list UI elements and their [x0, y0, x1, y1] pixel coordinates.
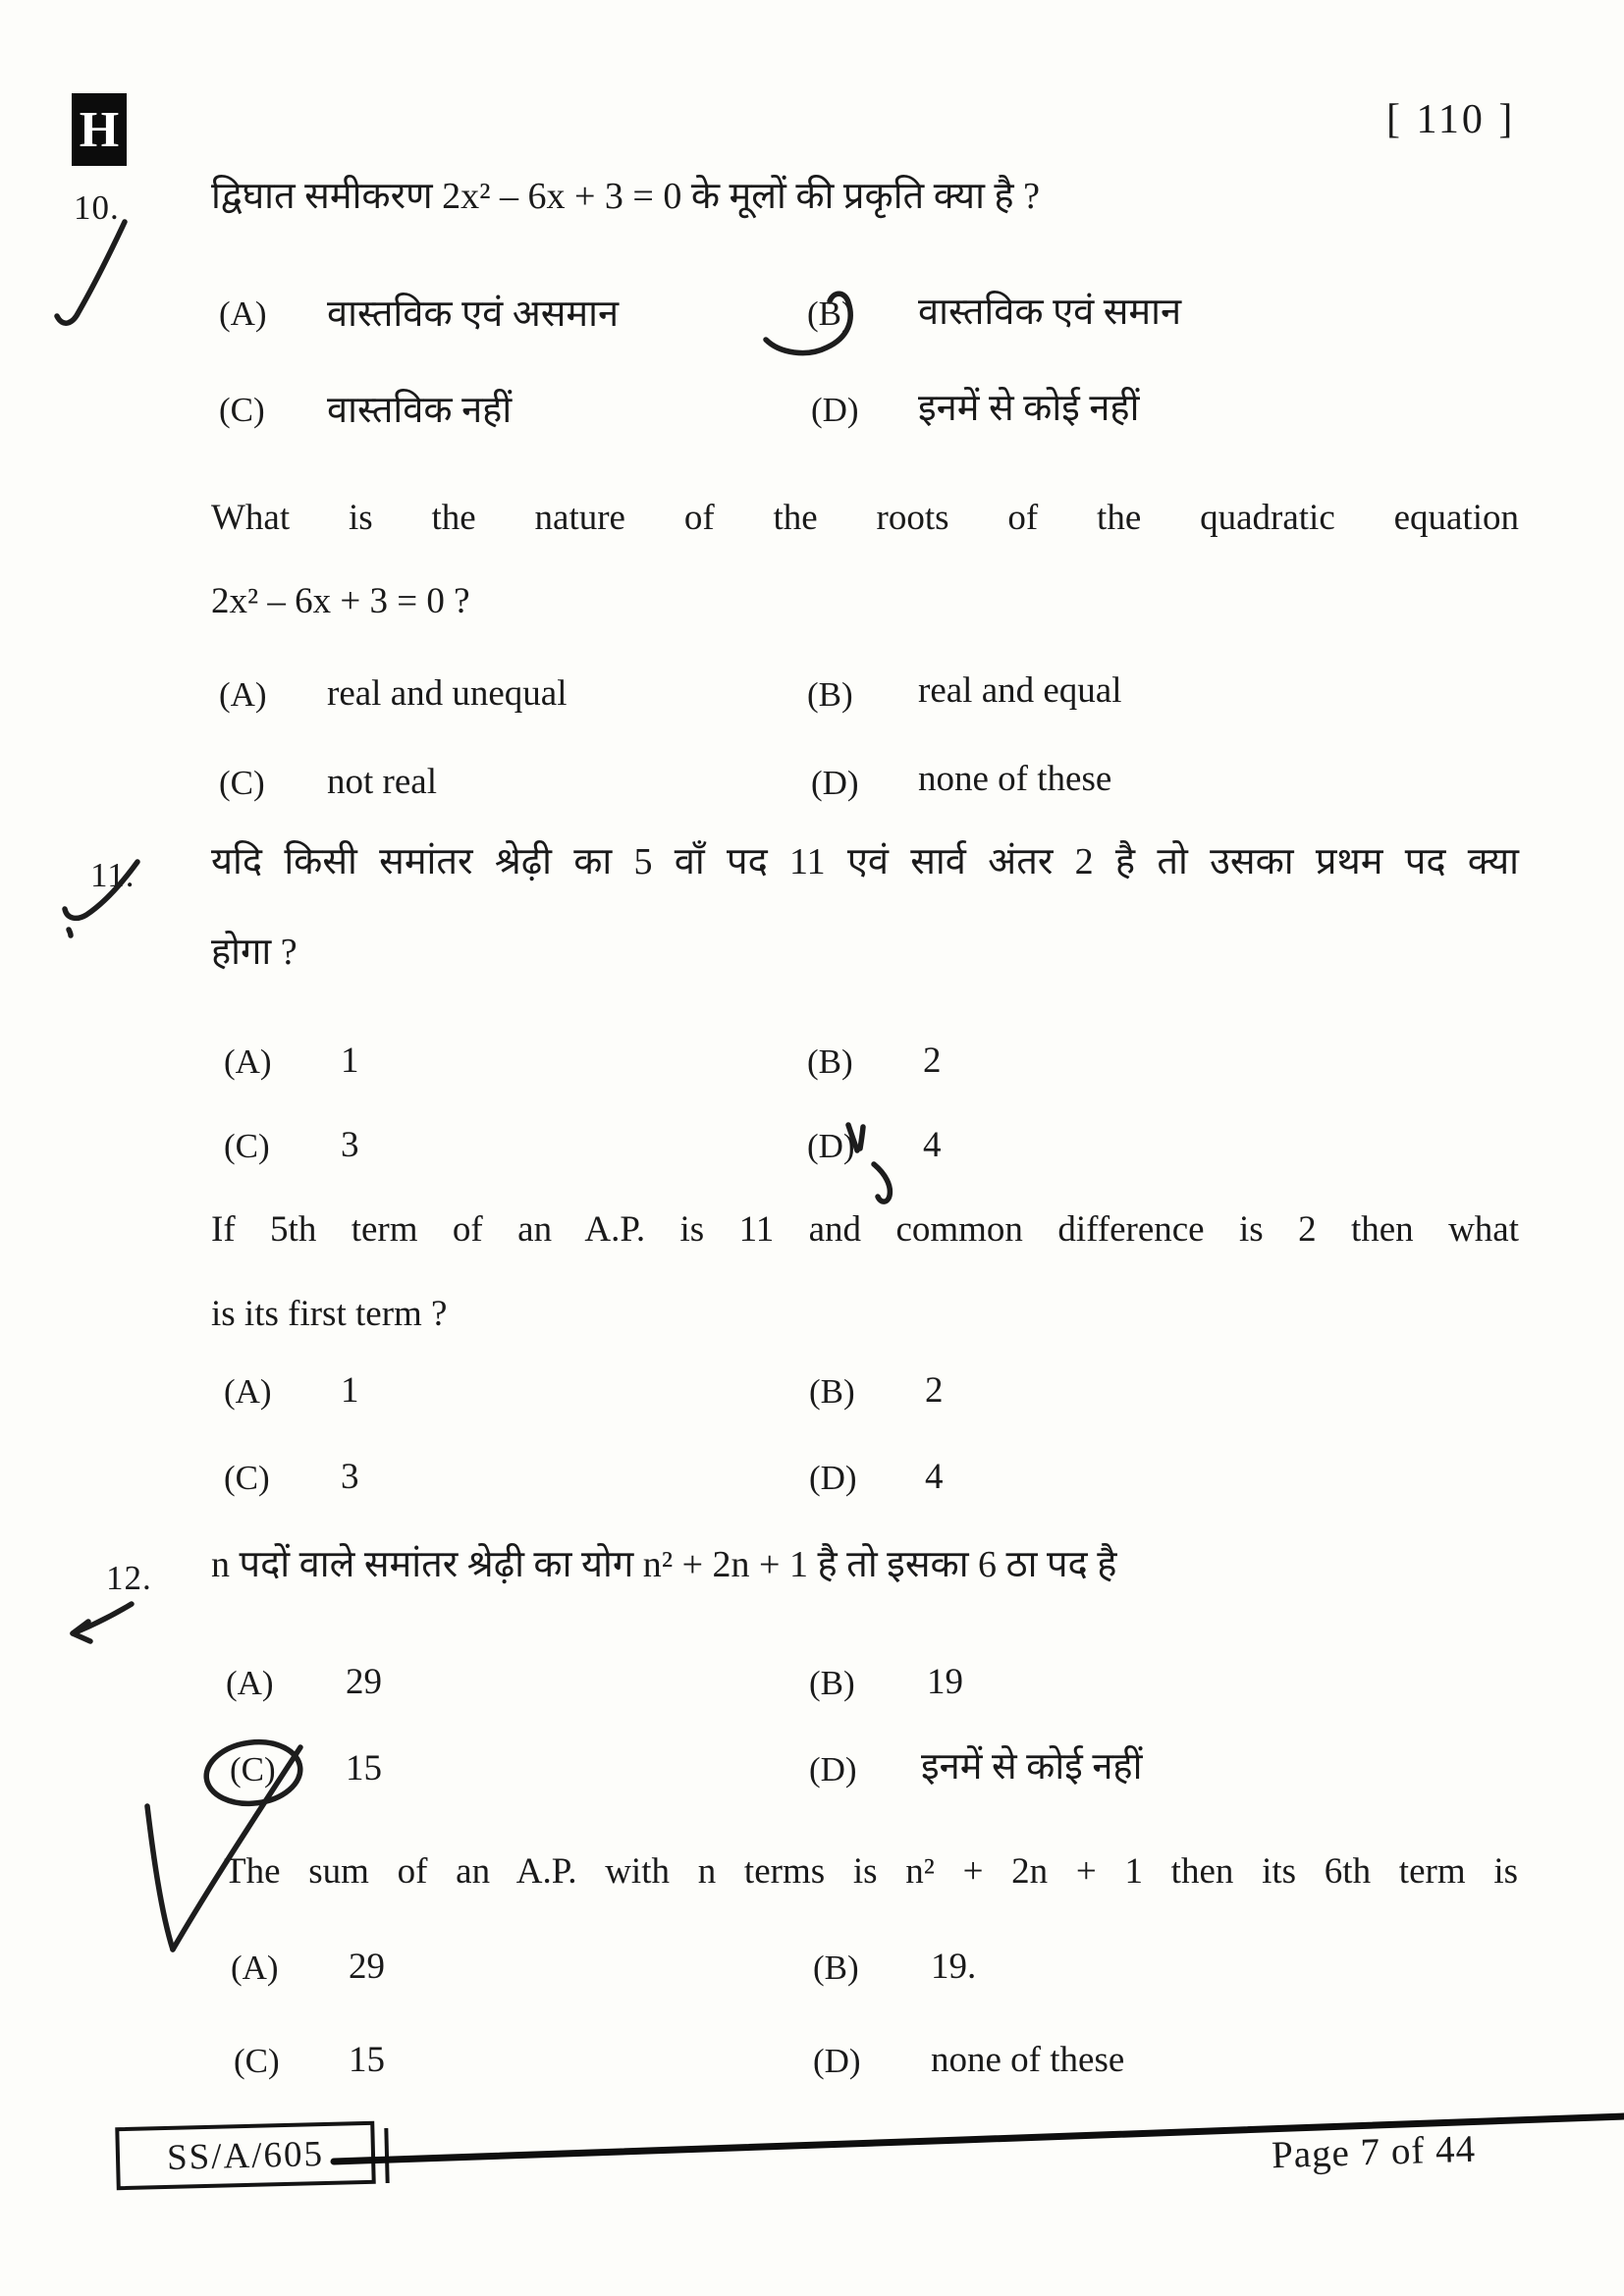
option-value: 15: [349, 2040, 385, 2080]
option-label: (C): [234, 2042, 280, 2080]
option-value: 3: [341, 1457, 359, 1497]
option-value: 19.: [931, 1947, 977, 1987]
pen-check-q10: [57, 222, 125, 323]
question-text-english-line2: is its first term ?: [211, 1294, 448, 1334]
option-label: (A): [224, 1042, 272, 1081]
option-label: (D): [813, 2042, 861, 2080]
option-value: 29: [346, 1662, 382, 1702]
question-number: 11.: [90, 856, 135, 894]
option-value: 4: [925, 1457, 944, 1497]
question-text-hindi: द्विघात समीकरण 2x² – 6x + 3 = 0 के मूलों की प्रकृति क्या है ?: [211, 176, 1040, 217]
option-label: (C): [224, 1459, 270, 1497]
question-text-hindi: n पदों वाले समांतर श्रेढ़ी का योग n² + 2n + 1 है तो इसका 6 ठा पद है: [211, 1544, 1117, 1585]
option-value: 19: [927, 1662, 963, 1702]
option-label: (C): [224, 1127, 270, 1165]
pen-arrow-q12: [73, 1604, 132, 1633]
option-label: (B): [809, 1664, 855, 1702]
option-label: (A): [231, 1949, 279, 1987]
option-label: (D): [809, 1750, 857, 1789]
option-label: (D): [809, 1459, 857, 1497]
question-text-english: If 5th term of an A.P. is 11 and common difference is 2 then what: [211, 1209, 1519, 1250]
option-value: real and equal: [918, 670, 1122, 711]
pen-arrowhead-q12: [73, 1622, 90, 1641]
option-label: (A): [226, 1664, 274, 1702]
question-text-english: The sum of an A.P. with n terms is n² + 2n + 1 then its 6th term is: [224, 1851, 1518, 1892]
option-label: (B): [807, 1042, 853, 1081]
paper-code: SS/A/605: [166, 2133, 325, 2178]
option-value: 2: [925, 1370, 944, 1411]
pen-tail-q11-option-d: [874, 1164, 890, 1201]
question-text-english: What is the nature of the roots of the quadratic equation: [211, 498, 1519, 538]
option-label: (A): [219, 294, 267, 333]
language-badge: H: [72, 93, 127, 166]
question-text-english-line2: 2x² – 6x + 3 = 0 ?: [211, 581, 470, 621]
option-value: इनमें से कोई नहीं: [921, 1746, 1143, 1788]
option-label: (A): [224, 1372, 272, 1411]
question-number: 12.: [106, 1559, 152, 1597]
option-label: (B): [809, 1372, 855, 1411]
pen-tick2-q11-option-d: [860, 1127, 863, 1148]
option-label: (B): [813, 1949, 859, 1987]
option-label: (A): [219, 675, 267, 714]
option-value: real and unequal: [327, 673, 568, 714]
option-label: (B): [807, 675, 853, 714]
option-label: (D): [811, 391, 859, 429]
option-label-marked: (D): [807, 1127, 855, 1165]
question-text-hindi-line2: होगा ?: [211, 932, 298, 973]
option-value: 29: [349, 1947, 385, 1987]
option-value: 3: [341, 1125, 359, 1165]
question-number: 10.: [74, 188, 120, 227]
page-number: Page 7 of 44: [1271, 2127, 1477, 2177]
question-text-hindi: यदि किसी समांतर श्रेढ़ी का 5 वाँ पद 11 एवं सार्व अंतर 2 है तो उसका प्रथम पद क्या: [211, 841, 1519, 882]
pen-check-down-q12-option-c: [147, 1806, 173, 1949]
option-label-marked: (B): [807, 294, 853, 333]
option-value: वास्तविक नहीं: [327, 390, 513, 431]
option-value: इनमें से कोई नहीं: [918, 388, 1140, 429]
option-value: not real: [327, 762, 437, 802]
option-label-marked: (C): [230, 1750, 276, 1789]
option-value: none of these: [931, 2040, 1125, 2080]
option-value: 1: [341, 1370, 359, 1411]
option-label: (C): [219, 391, 265, 429]
option-value: 1: [341, 1041, 359, 1081]
pen-dot-q11: [69, 930, 71, 935]
option-label: (C): [219, 764, 265, 802]
paper-code-box-tick: [384, 2128, 389, 2183]
option-value: 2: [923, 1041, 942, 1081]
option-value: वास्तविक एवं समान: [918, 292, 1182, 333]
paper-code-box: [115, 2121, 375, 2190]
option-value: 15: [346, 1748, 382, 1789]
corner-page-mark: [ 110 ]: [1386, 97, 1516, 142]
option-value: वास्तविक एवं असमान: [327, 294, 620, 335]
option-label: (D): [811, 764, 859, 802]
option-value: none of these: [918, 759, 1112, 799]
option-value: 4: [923, 1125, 942, 1165]
